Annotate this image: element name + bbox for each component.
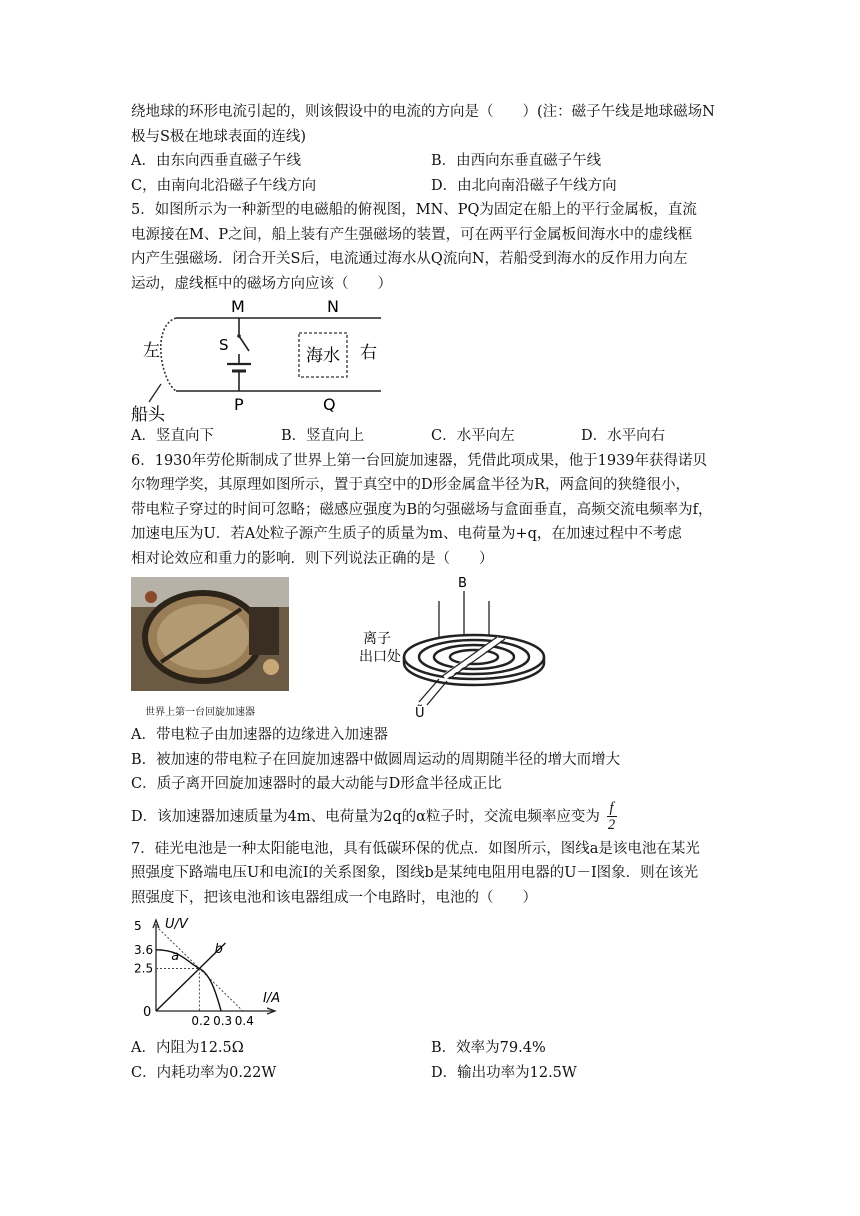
label-n: N: [327, 297, 339, 316]
cyclotron-photo: [131, 577, 289, 718]
label-m: M: [231, 297, 245, 316]
q7-option-c: C．内耗功率为0.22W: [131, 1064, 277, 1081]
q5-option-b: B．竖直向上: [281, 428, 365, 444]
q7-options-row1: [131, 1036, 731, 1061]
q4-options-row2: [131, 174, 731, 199]
x-axis-label: I/A: [263, 991, 281, 1006]
q7-options-row2: [131, 1061, 731, 1086]
q5-option-d: D．水平向右: [581, 428, 666, 444]
origin-label: 0: [143, 1005, 152, 1020]
q4-line1: 绕地球的环形电流引起的，则该假设中的电流的方向是（ ）(注：磁子午线是地球磁场N: [131, 104, 715, 120]
q4-option-c: C，由南向北沿磁子午线方向: [131, 177, 317, 194]
y-axis-label: U/V: [165, 917, 188, 932]
q6-line2: 尔物理学奖，其原理如图所示，置于真空中的D形金属盒半径为R，两盒间的狭缝很小，: [131, 477, 691, 493]
fraction-denominator: 2: [607, 817, 616, 833]
fraction-numerator: f: [607, 800, 617, 817]
q7-line1: 7．硅光电池是一种太阳能电池，具有低碳环保的优点．如图所示，图线a是该电池在某光: [131, 840, 700, 857]
x-tick-label: 0.3: [213, 1014, 233, 1028]
q7-line3: 照强度下，把该电池和该电器组成一个电路时，电池的（ ）: [131, 889, 537, 906]
q5-option-c: C．水平向左: [431, 428, 515, 444]
q5-options-row: [131, 424, 731, 449]
y-tick-label: 2.5: [134, 961, 154, 976]
q5-option-a: A．竖直向下: [131, 428, 214, 444]
q6-line3: 带电粒子穿过的时间可忽略；磁感应强度为B的匀强磁场与盒面垂直，高频交流电频率为f，: [131, 501, 713, 518]
q6-option-b: B．被加速的带电粒子在回旋加速器中做圆周运动的周期随半径的增大而增大: [131, 751, 621, 768]
fraction-f-over-2: [607, 800, 617, 833]
q7-option-a: A．内阻为12.5Ω: [131, 1040, 244, 1056]
ui-graph: [131, 916, 291, 1036]
y-tick-label: 5: [134, 919, 142, 933]
label-s: S: [219, 336, 229, 354]
label-u: Ũ: [415, 706, 425, 717]
q5-line1: 5．如图所示为一种新型的电磁船的俯视图，MN、PQ为固定在船上的平行金属板，直流: [131, 202, 697, 218]
q4-option-d: D．由北向南沿磁子午线方向: [431, 177, 617, 194]
label-q: Q: [323, 395, 336, 414]
label-left: 左: [143, 341, 160, 361]
cyclotron-diagram: [359, 577, 579, 717]
series-label-b: b: [214, 942, 223, 958]
q6-option-c: C．质子离开回旋加速器时的最大动能与D形盒半径成正比: [131, 776, 502, 792]
q6-line4: 加速电压为U．若A处粒子源产生质子的质量为m、电荷量为+q，在加速过程中不考虑: [131, 526, 682, 542]
q4-options-row1: [131, 149, 731, 174]
q6-line1: 6．1930年劳伦斯制成了世界上第一台回旋加速器，凭借此项成果，他于1939年获得诺贝: [131, 452, 708, 469]
q6-option-d: [131, 797, 731, 837]
cyclotron-photo-image: [131, 577, 289, 691]
q4-option-b: B．由西向东垂直磁子午线: [431, 153, 602, 169]
label-ion-exit-2: 出口处: [359, 649, 401, 665]
q6-option-d-text: D．该加速器加速质量为4m、电荷量为2q的α粒子时，交流电频率应变为: [131, 808, 600, 825]
q4-option-a: A．由东向西垂直磁子午线: [131, 153, 301, 169]
y-tick-label: 3.6: [134, 942, 154, 957]
q6-line5: 相对论效应和重力的影响．则下列说法正确的是（ ）: [131, 550, 494, 567]
q6-option-a: A．带电粒子由加速器的边缘进入加速器: [131, 727, 388, 743]
x-tick-label: 0.2: [191, 1014, 211, 1028]
q5-line2: 电源接在M、P之间，船上装有产生强磁场的装置，可在两平行金属板间海水中的虚线框: [131, 226, 693, 243]
label-ion-exit-1: 离子: [363, 631, 391, 647]
label-b: B: [458, 577, 467, 591]
page: [131, 100, 731, 1085]
series-label-a: a: [171, 949, 180, 964]
q7-option-b: B．效率为79.4%: [431, 1040, 546, 1056]
q4-line2: 极与S极在地球表面的连线): [131, 128, 307, 145]
q5-line4: 运动，虚线框中的磁场方向应该（ ）: [131, 275, 392, 292]
electromagnetic-ship-diagram: [131, 296, 391, 424]
q5-line3: 内产生强磁场．闭合开关S后，电流通过海水从Q流向N，若船受到海水的反作用力向左: [131, 251, 688, 267]
label-right: 右: [360, 343, 377, 363]
label-p: P: [234, 395, 244, 414]
x-tick-label: 0.4: [234, 1014, 254, 1028]
q7-option-d: D．输出功率为12.5W: [431, 1064, 577, 1081]
photo-caption: 世界上第一台回旋加速器: [145, 707, 255, 718]
q7-line2: 照强度下路端电压U和电流I的关系图象，图线b是某纯电阻用电器的U－I图象．则在该光: [131, 865, 699, 881]
label-seawater: 海水: [306, 346, 340, 366]
label-bow: 船头: [131, 405, 165, 424]
q6-figures: [131, 577, 731, 723]
